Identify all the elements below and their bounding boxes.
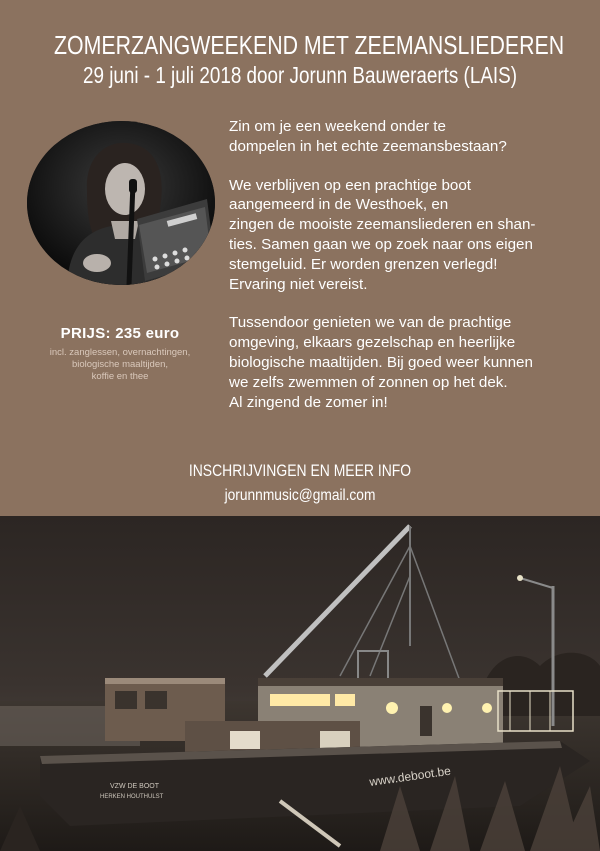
hull-text-right: www.deboot.be xyxy=(368,763,452,789)
boat-photo xyxy=(0,516,600,851)
price-label: PRIJS: 235 euro xyxy=(60,325,180,342)
singer-portrait xyxy=(27,121,215,285)
description xyxy=(229,117,594,431)
contact-heading: INSCHRIJVINGEN EN MEER INFO xyxy=(188,461,412,480)
houseboat-photo xyxy=(0,516,600,851)
description-paragraph-3: Tussendoor genieten we van de prachtige omgeving, elkaars gezelschap en heerlijke biologische maaltijden. Bij goed weer kunnen we zelfs zwemmen of zonnen op het dek. Al zingend de zomer in! xyxy=(229,314,533,411)
contact-email[interactable]: jorunnmusic@gmail.com xyxy=(224,487,376,504)
price-details: incl. zanglessen, overnachtingen, biologische maaltijden, koffie en thee xyxy=(49,347,191,382)
hull-text-left: VZW DE BOOT xyxy=(110,783,159,790)
page-title: ZOMERZANGWEEKEND MET ZEEMANSLIEDEREN xyxy=(54,30,565,60)
description-paragraph-1: Zin om je een weekend onder te dompelen in het echte zeemansbestaan? xyxy=(229,118,507,155)
price-block xyxy=(22,325,218,383)
page-subtitle: 29 juni - 1 juli 2018 door Jorunn Bauweraerts (LAIS) xyxy=(82,62,518,88)
header xyxy=(0,30,600,90)
singer-portrait-photo xyxy=(27,121,215,285)
description-paragraph-2: We verblijven op een prachtige boot aangemeerd in de Westhoek, en zingen de mooiste zeemansliederen en shan- ties. Samen gaan we op zoek naar ons eigen stemgeluid. Er worden grenzen verlegd! Ervaring niet vereist. xyxy=(229,176,536,293)
contact-block xyxy=(0,461,600,507)
hull-text-left-2: HERKEN HOUTHULST xyxy=(100,794,164,800)
